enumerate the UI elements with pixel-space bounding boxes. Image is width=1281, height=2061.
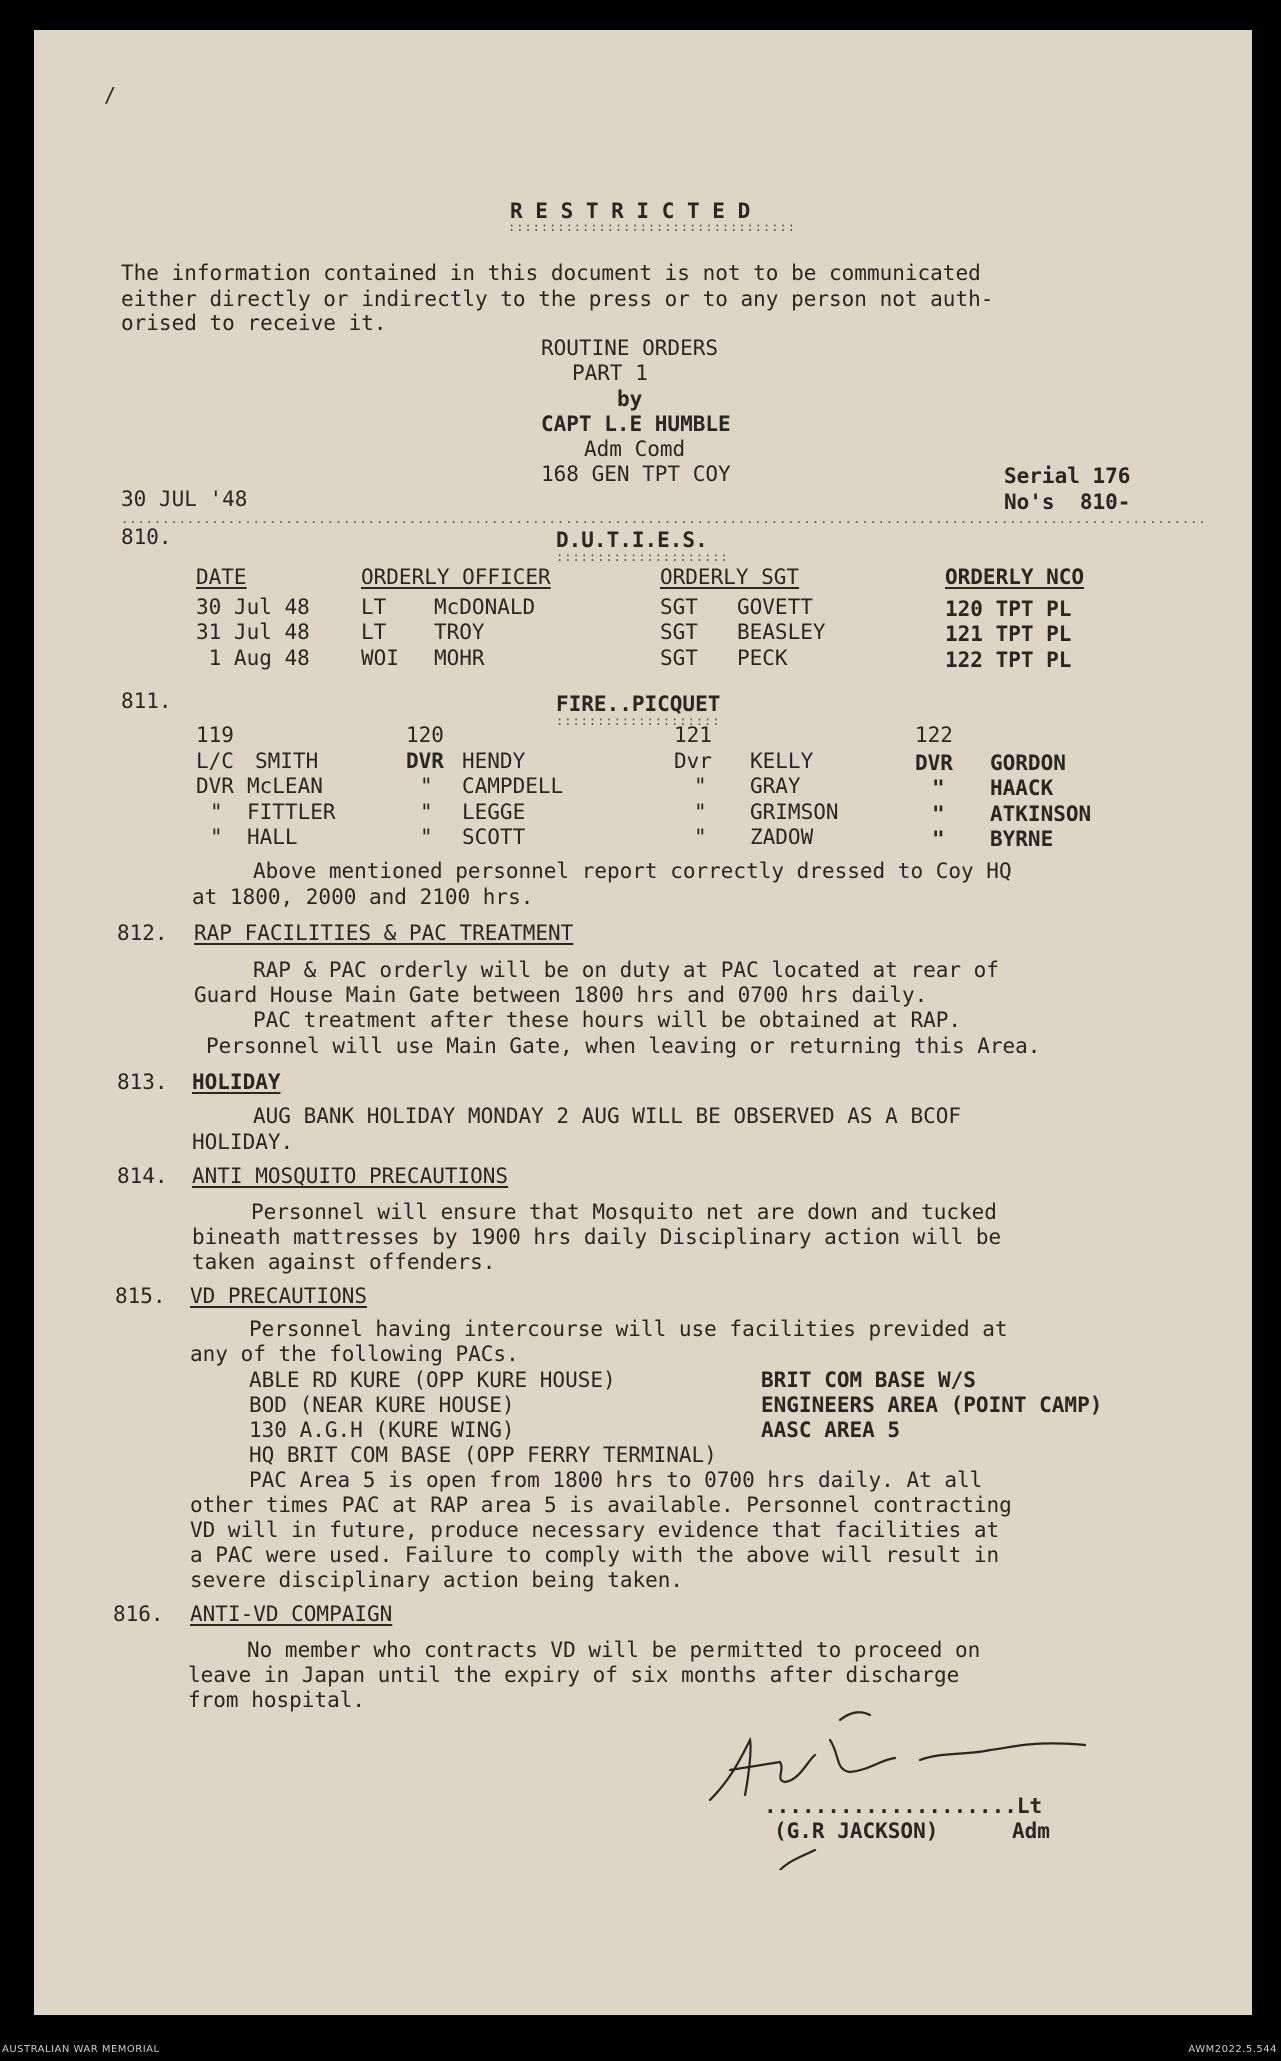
duties-row-date: 30 Jul 48 [196,595,310,619]
pac-location: BRIT COM BASE W/S [761,1368,976,1392]
picquet-rank: " [420,825,433,849]
duties-row-officer-rank: LT [361,595,387,619]
section-815-text: any of the following PACs. [190,1342,519,1366]
section-811-title: FIRE..PICQUET [556,692,721,716]
picquet-name: HALL [247,825,298,849]
section-810-title: D.U.T.I.E.S. [556,528,708,552]
section-813-title: HOLIDAY [192,1070,281,1094]
duties-row-officer-rank: WOI [361,646,399,670]
picquet-name: SMITH [255,749,319,773]
title-part: PART 1 [572,361,648,385]
picquet-name: GORDON [990,751,1066,775]
duties-row-sgt: GOVETT [737,595,813,619]
picquet-name: FITTLER [247,800,336,824]
section-815-text: a PAC were used. Failure to comply with the above will result in [190,1543,1000,1567]
section-814-number: 814. [117,1164,168,1188]
picquet-rank: " [210,825,223,849]
picquet-name: GRIMSON [750,800,839,824]
section-816-title: ANTI-VD COMPAIGN [190,1602,393,1626]
duties-header-officer: ORDERLY OFFICER [361,565,551,589]
section-810-title-underline: ::::::::::::::::::::: [556,550,729,564]
section-811-number: 811. [121,689,172,713]
picquet-rank: " [420,800,433,824]
duties-header-date: DATE [196,565,247,589]
picquet-rank: DVR [915,751,953,775]
order-date: 30 JUL '48 [121,487,248,511]
picquet-rank: " [694,800,707,824]
picquet-name: McLEAN [247,774,323,798]
section-815-text: severe disciplinary action being taken. [190,1568,684,1592]
pac-location: BOD (NEAR KURE HOUSE) [249,1393,515,1417]
picquet-rank: DVR [196,774,234,798]
duties-row-officer: MOHR [434,646,485,670]
picquet-name: CAMPDELL [462,774,564,798]
signatory-role: Adm [1012,1819,1050,1843]
section-812-text: RAP & PAC orderly will be on duty at PAC located at rear of [253,958,999,982]
picquet-rank: Dvr [674,749,712,773]
title-adm-comd: Adm Comd [584,437,686,461]
section-813-text: AUG BANK HOLIDAY MONDAY 2 AUG WILL BE OBSERVED AS A BCOF [253,1104,962,1128]
section-814-text: taken against offenders. [192,1250,496,1274]
serial-number: Serial 176 [1004,464,1131,488]
picquet-rank: " [932,776,945,800]
section-812-text: Personnel will use Main Gate, when leaving or returning this Area. [206,1034,1041,1058]
restricted-underline: ::::::::::::::::::::::::::::::::::: [508,220,796,234]
duties-row-officer-rank: LT [361,620,387,644]
picquet-name: HENDY [462,749,526,773]
picquet-rank: " [932,802,945,826]
picquet-name: GRAY [750,774,801,798]
duties-row-sgt-rank: SGT [660,595,698,619]
restricted-heading: R E S T R I C T E D [510,199,751,223]
order-numbers: No's 810- [1004,490,1131,514]
picquet-rank: L/C [196,749,234,773]
duties-header-nco: ORDERLY NCO [945,565,1085,589]
handwritten-signature [690,1700,1110,1870]
duties-row-date: 1 Aug 48 [196,646,310,670]
picquet-name: KELLY [750,749,814,773]
notice-line-3: orised to receive it. [121,311,387,335]
picquet-rank: " [420,774,433,798]
picquet-name: ATKINSON [990,802,1092,826]
footer-institution: AUSTRALIAN WAR MEMORIAL [2,2044,160,2055]
duties-row-nco: 122 TPT PL [945,648,1072,672]
section-815-text: PAC Area 5 is open from 1800 hrs to 0700 hrs daily. At all [249,1468,983,1492]
duties-row-sgt-rank: SGT [660,620,698,644]
section-816-text: leave in Japan until the expiry of six months after discharge [188,1663,960,1687]
picquet-unit: 119 [196,723,234,747]
pac-location: ABLE RD KURE (OPP KURE HOUSE) [249,1368,616,1392]
header-separator: .................................................................................................................................... [121,512,1207,526]
section-812-text: PAC treatment after these hours will be obtained at RAP. [253,1008,962,1032]
picquet-name: LEGGE [462,800,526,824]
duties-row-officer: TROY [434,620,485,644]
signature-dotline: ....................Lt [764,1794,1043,1818]
duties-row-date: 31 Jul 48 [196,620,310,644]
picquet-rank: " [932,827,945,851]
pac-location: HQ BRIT COM BASE (OPP FERRY TERMINAL) [249,1443,717,1467]
section-812-text: Guard House Main Gate between 1800 hrs and 0700 hrs daily. [194,983,928,1007]
section-814-title: ANTI MOSQUITO PRECAUTIONS [192,1164,509,1188]
picquet-name: ZADOW [750,825,814,849]
section-816-text: No member who contracts VD will be permitted to proceed on [247,1638,981,1662]
notice-line-1: The information contained in this document is not to be communicated [121,261,981,285]
section-811-text: at 1800, 2000 and 2100 hrs. [192,885,534,909]
section-812-title: RAP FACILITIES & PAC TREATMENT [194,921,574,945]
picquet-unit: 120 [406,723,444,747]
title-commander: CAPT L.E HUMBLE [541,412,731,436]
section-814-text: bineath mattresses by 1900 hrs daily Disciplinary action will be [192,1225,1002,1249]
picquet-rank: " [694,774,707,798]
duties-row-sgt-rank: SGT [660,646,698,670]
picquet-rank: " [694,825,707,849]
section-813-text: HOLIDAY. [192,1130,294,1154]
section-815-title: VD PRECAUTIONS [190,1284,368,1308]
picquet-rank: " [210,800,223,824]
duties-row-nco: 120 TPT PL [945,597,1072,621]
pac-location: ENGINEERS AREA (POINT CAMP) [761,1393,1103,1417]
section-816-text: from hospital. [188,1688,366,1712]
pac-location: AASC AREA 5 [761,1418,901,1442]
title-routine-orders: ROUTINE ORDERS [541,336,719,360]
duties-row-sgt: PECK [737,646,788,670]
picquet-name: SCOTT [462,825,526,849]
duties-row-sgt: BEASLEY [737,620,826,644]
picquet-name: BYRNE [990,827,1054,851]
section-811-title-underline: :::::::::::::::::::: [556,714,721,728]
notice-line-2: either directly or indirectly to the press or to any person not auth- [121,287,994,311]
picquet-name: HAACK [990,776,1054,800]
section-815-text: Personnel having intercourse will use facilities previded at [249,1317,1008,1341]
section-815-text: VD will in future, produce necessary evidence that facilities at [190,1518,1000,1542]
picquet-rank: DVR [406,749,444,773]
picquet-unit: 121 [674,723,712,747]
footer-accession-number: AWM2022.5.544 [1188,2044,1277,2055]
section-810-number: 810. [121,525,172,549]
section-816-number: 816. [113,1602,164,1626]
picquet-unit: 122 [915,723,953,747]
section-814-text: Personnel will ensure that Mosquito net are down and tucked [251,1200,997,1224]
section-815-text: other times PAC at RAP area 5 is available. Personnel contracting [190,1493,1012,1517]
pac-location: 130 A.G.H (KURE WING) [249,1418,515,1442]
title-by: by [617,387,643,411]
duties-header-sgt: ORDERLY SGT [660,565,800,589]
section-811-text: Above mentioned personnel report correctly dressed to Coy HQ [253,859,1012,883]
section-815-number: 815. [115,1284,166,1308]
duties-row-nco: 121 TPT PL [945,622,1072,646]
title-unit: 168 GEN TPT COY [541,462,731,486]
section-812-number: 812. [117,921,168,945]
section-813-number: 813. [117,1070,168,1094]
corner-mark: / [104,83,117,107]
duties-row-officer: McDONALD [434,595,536,619]
signatory-name: (G.R JACKSON) [774,1819,939,1843]
